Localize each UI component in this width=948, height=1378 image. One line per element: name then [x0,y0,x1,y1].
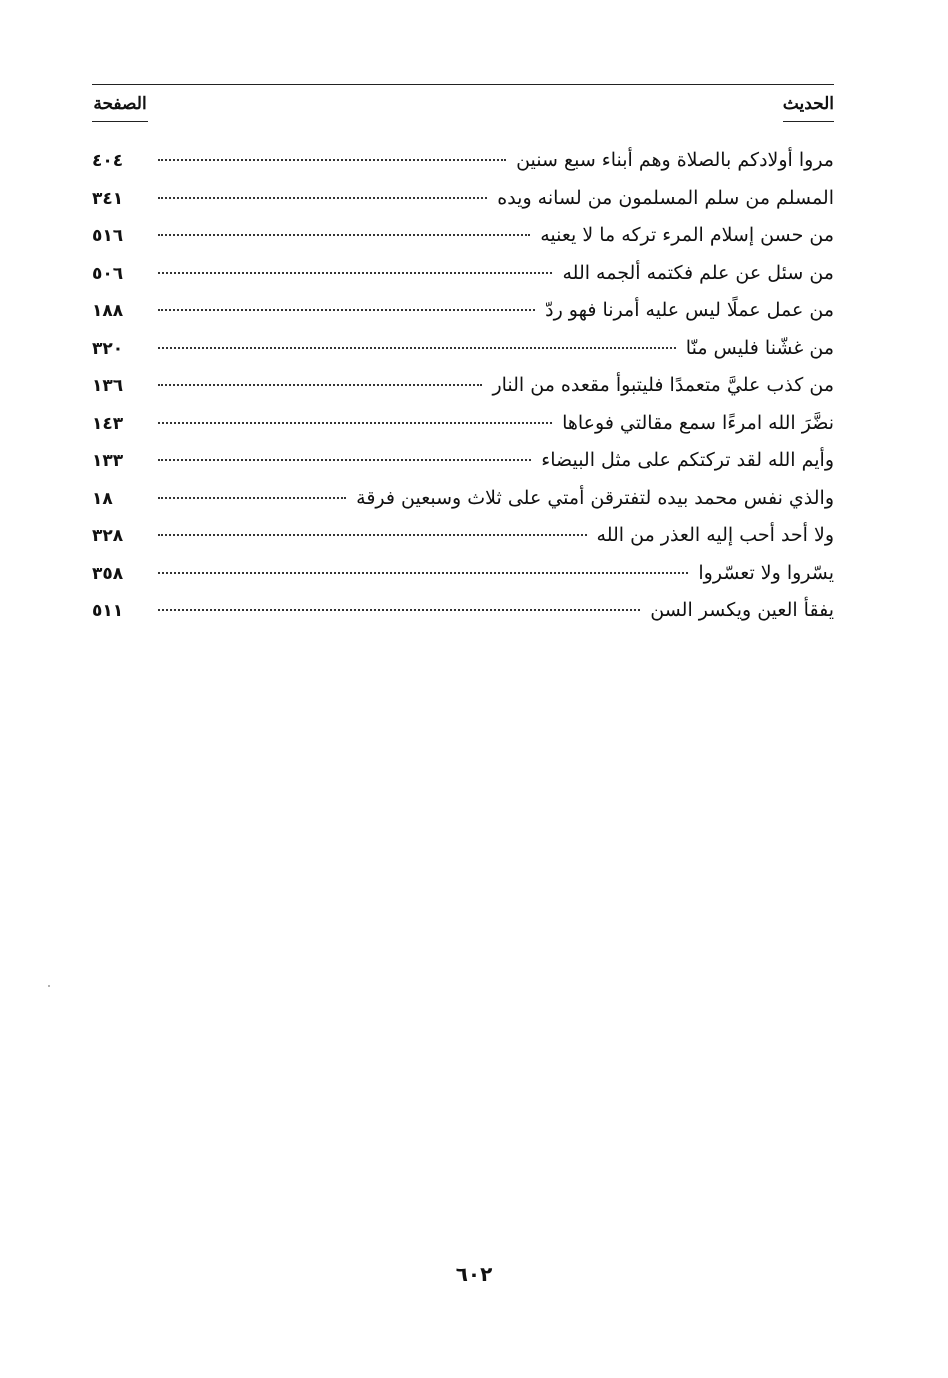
page-ref: ٤٠٤ [92,151,124,171]
dot-leader [158,234,530,236]
page-number: ٦٠٢ [455,1262,493,1286]
hadith-text: المسلم من سلم المسلمون من لسانه ويده [497,186,834,209]
page-ref: ٣٤١ [92,188,124,209]
page-ref: ١٤٣ [92,413,124,434]
hadith-text: ولا أحد أحب إليه العذر من الله [596,524,834,546]
index-entry [92,217,834,255]
dot-leader [158,459,531,461]
page-ref: ١٣٣ [92,451,124,471]
index-entry [92,442,834,480]
index-entry [92,292,834,330]
dot-leader [158,197,487,199]
dot-leader [158,384,482,386]
dot-leader [158,272,552,274]
hadith-text: يسّروا ولا تعسّروا [698,561,834,584]
page-ref: ٥١٦ [92,226,124,246]
hadith-text: مروا أولادكم بالصلاة وهم أبناء سبع سنين [516,149,834,171]
page-ref: ٣٢٠ [92,338,124,359]
hadith-text: نضَّرَ الله امرءًا سمع مقالتي فوعاها [562,411,834,434]
index-entry [92,480,834,518]
page-ref: ١٨٨ [92,301,124,321]
page-ref: ٣٢٨ [92,526,124,546]
hadith-text: من حسن إسلام المرء تركه ما لا يعنيه [540,224,834,246]
dot-leader [158,159,506,161]
index-entry [92,255,834,293]
dot-leader [158,497,346,499]
hadith-index-list [92,142,834,630]
dot-leader [158,422,552,424]
page-column-heading: الصفحة [92,90,148,122]
page-ref: ١٣٦ [92,376,124,396]
hadith-text: يفقأ العين ويكسر السن [650,599,834,621]
hadith-text: والذي نفس محمد بيده لتفترقن أمتي على ثلاث وسبعين فرقة [356,486,834,509]
page-ref: ٥١١ [92,601,124,621]
index-entry [92,367,834,405]
index-header [92,90,834,124]
dot-leader [158,609,640,611]
dot-leader [158,534,587,536]
hadith-text: وأيم الله لقد تركتكم على مثل البيضاء [541,449,834,471]
index-entry [92,592,834,630]
index-entry [92,330,834,368]
dot-leader [158,309,535,311]
page-ref: ٣٥٨ [92,563,124,584]
index-entry [92,405,834,443]
scan-speck [48,985,50,987]
hadith-text: من عمل عملًا ليس عليه أمرنا فهو ردّ [545,299,834,321]
hadith-text: من سئل عن علم فكتمه ألجمه الله [562,261,834,284]
page-ref: ١٨ [92,488,113,509]
dot-leader [158,572,688,574]
index-entry [92,142,834,180]
top-rule [92,84,834,85]
index-entry [92,555,834,593]
hadith-column-heading: الحديث [783,90,834,122]
index-entry [92,180,834,218]
page-ref: ٥٠٦ [92,263,124,284]
index-entry [92,517,834,555]
hadith-text: من غشّنا فليس منّا [685,336,834,359]
dot-leader [158,347,676,349]
hadith-text: من كذب عليَّ متعمدًا فليتبوأ مقعده من النار [492,374,834,396]
